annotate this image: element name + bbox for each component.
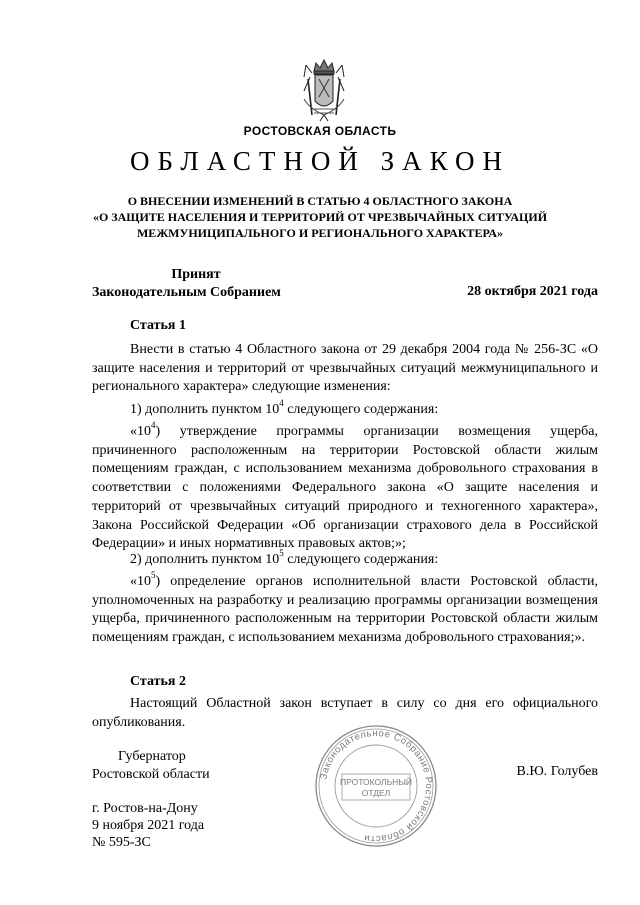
item-2-superscript: 5 <box>279 548 284 559</box>
rostov-coat-of-arms-icon <box>300 57 348 125</box>
article-1-heading: Статья 1 <box>130 318 186 333</box>
official-stamp-icon <box>312 722 440 850</box>
adoption-label: Принят <box>171 267 221 282</box>
law-number: № 595-ЗС <box>92 835 151 850</box>
law-type-title: ОБЛАСТНОЙ ЗАКОН <box>130 146 510 176</box>
subject-line: МЕЖМУНИЦИПАЛЬНОГО И РЕГИОНАЛЬНОГО ХАРАКТЕРА» <box>136 226 504 240</box>
article-1-intro-text: Внести в статью 4 Областного закона от 29 декабря 2004 года № 256-ЗС «О защите населения и территорий от чрезвычайных ситуаций межмуниципального и регионального характера» следующие изменения: <box>92 342 598 395</box>
governor-name: В.Ю. Голубев <box>516 764 598 779</box>
stamp-inner-line-1: ПРОТОКОЛЬНЫЙ <box>340 777 412 787</box>
article-2-heading: Статья 2 <box>130 674 186 689</box>
article-2-text: Настоящий Областной закон вступает в силу со дня его официального опубликования. <box>92 696 598 730</box>
quote-1-text: ) утверждение программы организации возмещения ущерба, причиненного расположенным на территории Ростовской области жилым помещениям граждан, с использованием механизма добровольного страхования в соответствии с положениями Федерального закона «О защите населения и территорий от чрезвычайных ситуаций природного и техногенного характера», Закона Российской Федерации «Об организации страхового дела в Российской Федерации» и иных нормативных правовых актов;»; <box>92 424 598 552</box>
adoption-date: 28 октября 2021 года <box>467 284 598 299</box>
signing-details <box>92 800 204 851</box>
article-1-item-2 <box>92 548 598 570</box>
governor-title-line-2: Ростовской области <box>92 767 210 782</box>
adoption-body: Законодательным Собранием <box>92 285 281 300</box>
article-1-item-1 <box>92 398 598 420</box>
quote-1-open: «10 <box>130 424 151 439</box>
stamp-inner-line-2: ОТДЕЛ <box>361 788 391 798</box>
article-1-quote-2 <box>92 570 598 648</box>
quote-2-superscript: 5 <box>151 570 156 581</box>
stamp-outer-text: Законодательное Собрание Ростовской области <box>318 727 435 845</box>
subject-line: «О ЗАЩИТЕ НАСЕЛЕНИЯ И ТЕРРИТОРИЙ ОТ ЧРЕЗВЫЧАЙНЫХ СИТУАЦИЙ <box>92 210 548 224</box>
quote-2-open: «10 <box>130 574 151 589</box>
signing-date: 9 ноября 2021 года <box>92 818 205 833</box>
quote-1-superscript: 4 <box>151 420 156 431</box>
item-1-text: 1) дополнить пунктом 10 <box>130 402 280 417</box>
article-1-quote-1 <box>92 420 598 554</box>
governor-title <box>92 748 210 784</box>
subject-line: О ВНЕСЕНИИ ИЗМЕНЕНИЙ В СТАТЬЮ 4 ОБЛАСТНОГО ЗАКОНА <box>127 194 513 208</box>
item-1-superscript: 4 <box>279 398 284 409</box>
region-name: РОСТОВСКАЯ ОБЛАСТЬ <box>243 124 397 138</box>
law-subject <box>40 193 600 241</box>
governor-title-line-1: Губернатор <box>118 749 186 764</box>
item-2-text: 2) дополнить пунктом 10 <box>130 552 280 567</box>
article-1-intro <box>92 341 598 397</box>
adoption-block <box>92 266 300 302</box>
signing-place: г. Ростов-на-Дону <box>92 801 198 816</box>
item-1-text-tail: следующего содержания: <box>283 402 439 417</box>
quote-2-text: ) определение органов исполнительной власти Ростовской области, уполномоченных на разработку и реализацию программы организации возмещения ущерба, причиненного расположенным на территории Ростовской области жилым помещениям граждан, с использованием механизма добровольного страхования;». <box>92 574 598 646</box>
item-2-text-tail: следующего содержания: <box>283 552 439 567</box>
